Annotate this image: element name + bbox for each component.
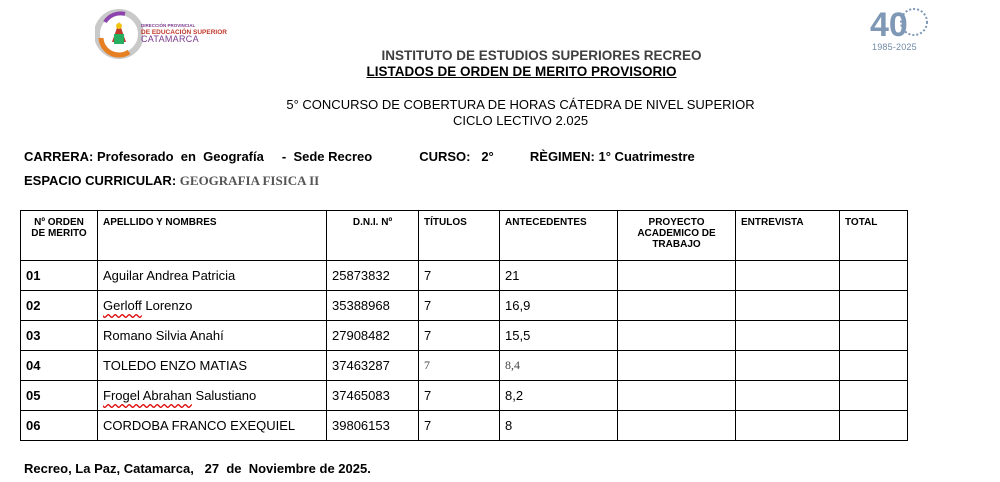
row-titulos: 7 [419,411,500,441]
row-titulos: 7 [419,381,500,411]
row-total [840,411,908,441]
list-title: LISTADOS DE ORDEN DE MERITO PROVISORIO [366,64,677,79]
career-info [24,149,695,164]
row-orden: 04 [21,351,98,381]
espacio-value: GEOGRAFIA FISICA II [179,173,320,188]
regimen-value: 1° Cuatrimestre [598,149,695,164]
header-titulos: TÍTULOS [419,211,500,261]
org-name: DIRECCIÓN PROVINCIAL DE EDUCACIÓN SUPERIOR CATAMARCA [141,23,227,44]
row-proyecto [618,381,736,411]
contest-subtitle [0,97,1000,129]
row-antecedentes: 8,2 [500,381,618,411]
row-orden: 01 [21,261,98,291]
anniversary-years: 1985-2025 [872,42,917,52]
table-row [21,261,908,291]
row-dni: 37463287 [327,351,419,381]
row-dni: 39806153 [327,411,419,441]
merit-table [20,210,908,441]
row-proyecto [618,291,736,321]
table-row [21,351,908,381]
row-total [840,351,908,381]
header-orden: Nº ORDEN DE MERITO [21,211,98,261]
row-nombre: CORDOBA FRANCO EXEQUIEL [98,411,327,441]
espacio-label: ESPACIO CURRICULAR: [24,173,177,188]
row-total [840,261,908,291]
curso-label: CURSO: [419,149,471,164]
sede-value: - Sede Recreo [281,149,373,164]
institute-title: INSTITUTO DE ESTUDIOS SUPERIORES RECREO [381,48,702,63]
row-dni: 37465083 [327,381,419,411]
row-antecedentes: 15,5 [500,321,618,351]
row-entrevista [736,351,840,381]
table-row [21,411,908,441]
row-antecedentes: 8,4 [500,351,618,381]
row-proyecto [618,351,736,381]
row-titulos: 7 [419,291,500,321]
row-antecedentes: 21 [500,261,618,291]
curso-value: 2° [481,149,494,164]
table-row [21,291,908,321]
row-total [840,321,908,351]
row-titulos: 7 [419,351,500,381]
header-dni: D.N.I. Nº [327,211,419,261]
header-nombres: APELLIDO Y NOMBRES [98,211,327,261]
row-proyecto [618,321,736,351]
row-nombre: Frogel Abrahan Salustiano [98,381,327,411]
row-nombre: Aguilar Andrea Patricia [98,261,327,291]
anniversary-40-icon [870,4,932,44]
cycle-label: CICLO LECTIVO 2.025 [452,113,589,128]
table-row [21,381,908,411]
row-entrevista [736,411,840,441]
row-dni: 27908482 [327,321,419,351]
svg-text:40: 40 [870,6,908,44]
carrera-label: CARRERA: [24,149,94,164]
header-total: TOTAL [840,211,908,261]
row-titulos: 7 [419,261,500,291]
row-entrevista [736,261,840,291]
regimen-label: RÈGIMEN: [529,149,595,164]
row-proyecto [618,411,736,441]
carrera-value: Profesorado en Geografía [96,149,264,164]
row-orden: 02 [21,291,98,321]
row-orden: 06 [21,411,98,441]
row-entrevista [736,291,840,321]
row-dni: 25873832 [327,261,419,291]
row-nombre: Gerloff Lorenzo [98,291,327,321]
row-antecedentes: 16,9 [500,291,618,321]
row-antecedentes: 8 [500,411,618,441]
row-nombre: Romano Silvia Anahí [98,321,327,351]
curricular-space [24,173,319,189]
row-total [840,381,908,411]
row-dni: 35388968 [327,291,419,321]
header-antecedentes: ANTECEDENTES [500,211,618,261]
row-orden: 03 [21,321,98,351]
header-entrevista: ENTREVISTA [736,211,840,261]
footer-date-line: Recreo, La Paz, Catamarca, 27 de Noviembre de 2025. [24,461,371,476]
row-total [840,291,908,321]
row-proyecto [618,261,736,291]
header-proyecto: PROYECTO ACADEMICO DE TRABAJO [618,211,736,261]
row-orden: 05 [21,381,98,411]
row-entrevista [736,381,840,411]
table-row [21,321,908,351]
row-titulos: 7 [419,321,500,351]
table-header-row [21,211,908,261]
row-nombre: TOLEDO ENZO MATIAS [98,351,327,381]
contest-name: 5° CONCURSO DE COBERTURA DE HORAS CÁTEDRA DE NIVEL SUPERIOR [286,97,755,112]
row-entrevista [736,321,840,351]
